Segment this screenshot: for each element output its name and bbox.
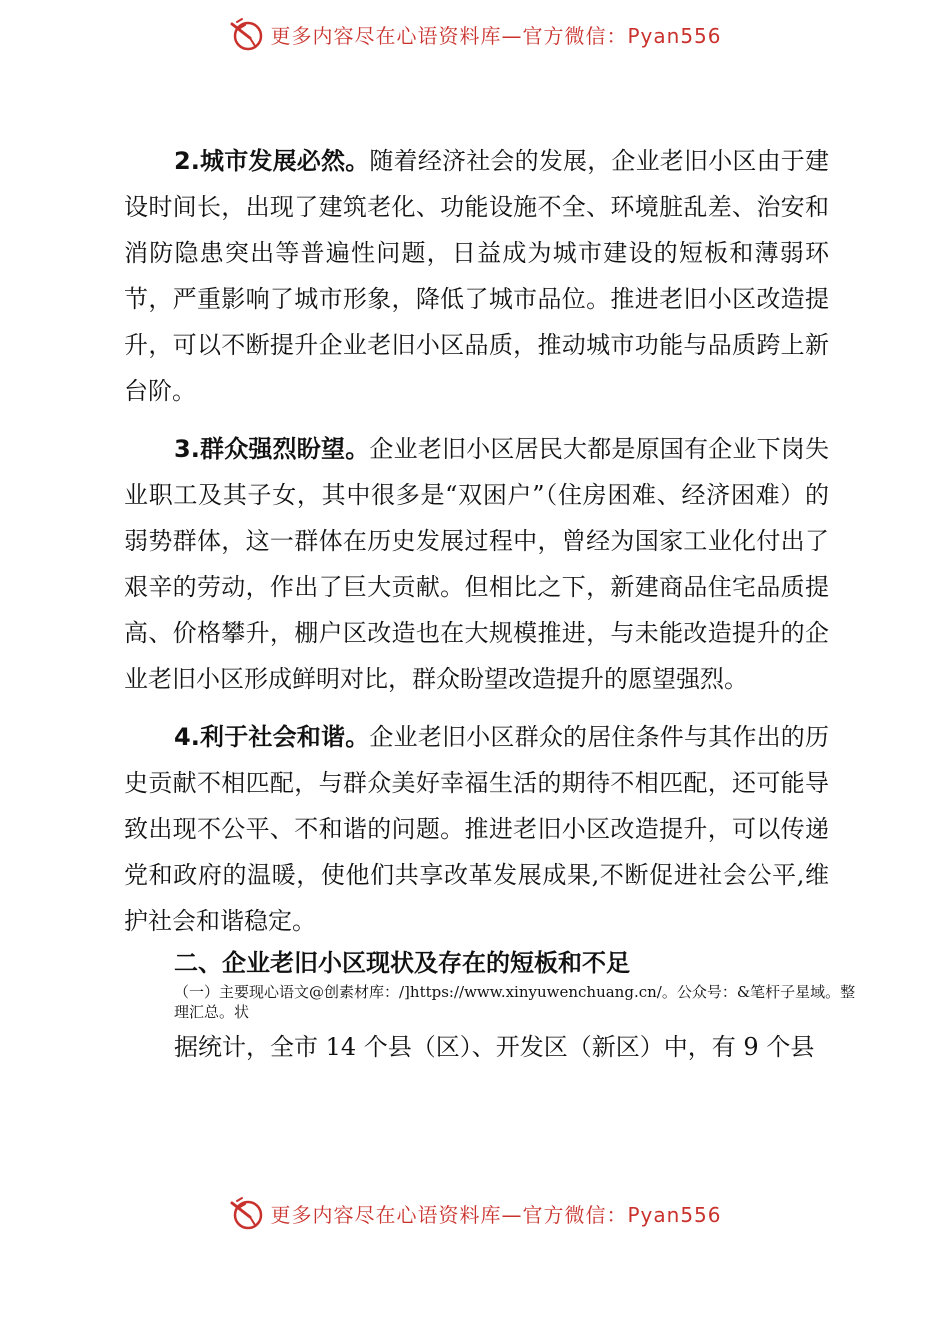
paragraph-social-harmony bbox=[124, 714, 829, 944]
wechat-id: Pyan556 bbox=[627, 1202, 722, 1227]
paragraph-lead: 4.利于社会和谐。 bbox=[174, 723, 370, 751]
banner-label: 更多内容尽在心语资料库—官方微信： bbox=[270, 23, 628, 48]
paragraph-public-expectation bbox=[124, 426, 829, 702]
document-body bbox=[124, 138, 856, 1070]
section-heading: 二、企业老旧小区现状及存在的短板和不足 bbox=[174, 949, 630, 977]
banner-text bbox=[270, 1199, 721, 1228]
logo-icon bbox=[228, 1195, 264, 1231]
footer-banner bbox=[0, 1193, 950, 1233]
paragraph-text: 企业老旧小区居民大都是原国有企业下岗失业职工及其子女，其中很多是“双困户”（住房困难、经济困难）的弱势群体，这一群体在历史发展过程中，曾经为国家工业化付出了艰辛的劳动，作出了巨大贡献。但相比之下，新建商品住宅品质提高、价格攀升，棚户区改造也在大规模推进，与未能改造提升的企业老旧小区形成鲜明对比，群众盼望改造提升的愿望强烈。 bbox=[124, 435, 830, 693]
paragraph-lead: 3.群众强烈盼望。 bbox=[174, 435, 370, 463]
small-note: （一）主要现心语文@创素材库：/]https://www.xinyuwenchuang.cn/。公众号：&笔杆子星域。整理汇总。状 bbox=[174, 983, 856, 1021]
logo-icon bbox=[228, 16, 264, 52]
paragraph-text: 企业老旧小区群众的居住条件与其作出的历史贡献不相匹配，与群众美好幸福生活的期待不相匹配，还可能导致出现不公平、不和谐的问题。推进老旧小区改造提升，可以传递党和政府的温暖，使他们共享改革发展成果,不断促进社会公平,维护社会和谐稳定。 bbox=[124, 723, 830, 935]
last-line: 据统计，全市 14 个县（区）、开发区（新区）中，有 9 个县 bbox=[174, 1033, 815, 1061]
banner-label: 更多内容尽在心语资料库—官方微信： bbox=[270, 1202, 628, 1227]
wechat-id: Pyan556 bbox=[627, 23, 722, 48]
header-banner bbox=[0, 14, 950, 54]
paragraph-text: 随着经济社会的发展，企业老旧小区由于建设时间长，出现了建筑老化、功能设施不全、环境脏乱差、治安和消防隐患突出等普遍性问题，日益成为城市建设的短板和薄弱环节，严重影响了城市形象，降低了城市品位。推进老旧小区改造提升，可以不断提升企业老旧小区品质，推动城市功能与品质跨上新台阶。 bbox=[124, 147, 830, 405]
paragraph-urban-development bbox=[124, 138, 829, 414]
banner-text bbox=[270, 20, 721, 49]
paragraph-lead: 2.城市发展必然。 bbox=[174, 147, 370, 175]
